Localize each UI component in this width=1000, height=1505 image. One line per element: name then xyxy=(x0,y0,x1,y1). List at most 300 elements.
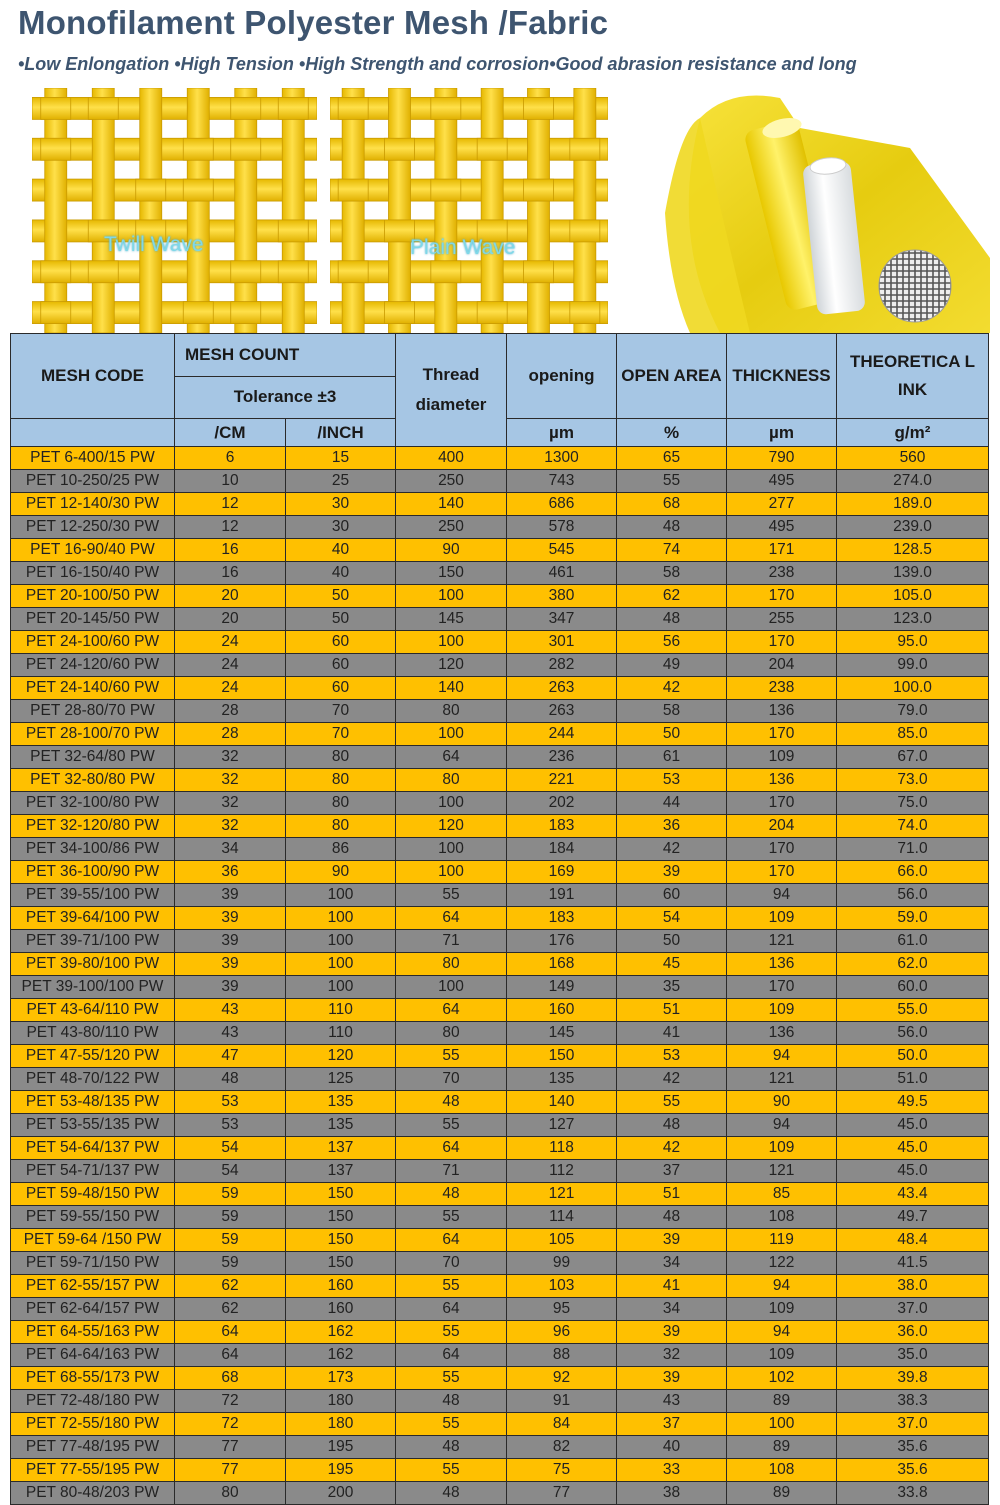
cell-mesh-code: PET 6-400/15 PW xyxy=(11,447,175,470)
cell-thickness: 136 xyxy=(727,953,837,976)
cell-thickness: 170 xyxy=(727,838,837,861)
table-row xyxy=(11,1045,989,1068)
cell-theoretical-ink: 37.0 xyxy=(837,1413,989,1436)
cell-opening: 168 xyxy=(507,953,617,976)
cell-mesh-per-inch: 60 xyxy=(286,677,396,700)
cell-mesh-per-cm: 59 xyxy=(175,1252,286,1275)
plain-weave-label: Plain Wave xyxy=(410,236,516,259)
cell-theoretical-ink: 74.0 xyxy=(837,815,989,838)
cell-open-area: 53 xyxy=(617,769,727,792)
cell-theoretical-ink: 62.0 xyxy=(837,953,989,976)
cell-theoretical-ink: 95.0 xyxy=(837,631,989,654)
cell-mesh-per-cm: 34 xyxy=(175,838,286,861)
cell-opening: 545 xyxy=(507,539,617,562)
header-opening-unit: µm xyxy=(507,419,617,447)
cell-mesh-per-inch: 110 xyxy=(286,1022,396,1045)
table-row xyxy=(11,1229,989,1252)
cell-mesh-per-cm: 53 xyxy=(175,1114,286,1137)
cell-thickness: 121 xyxy=(727,930,837,953)
cell-thread-diameter: 55 xyxy=(396,1321,507,1344)
cell-thickness: 495 xyxy=(727,516,837,539)
cell-opening: 578 xyxy=(507,516,617,539)
cell-mesh-per-cm: 72 xyxy=(175,1390,286,1413)
cell-opening: 221 xyxy=(507,769,617,792)
cell-opening: 135 xyxy=(507,1068,617,1091)
cell-thread-diameter: 48 xyxy=(396,1436,507,1459)
cell-mesh-code: PET 20-100/50 PW xyxy=(11,585,175,608)
cell-mesh-code: PET 39-55/100 PW xyxy=(11,884,175,907)
cell-thickness: 119 xyxy=(727,1229,837,1252)
cell-open-area: 50 xyxy=(617,723,727,746)
cell-open-area: 45 xyxy=(617,953,727,976)
cell-open-area: 65 xyxy=(617,447,727,470)
cell-mesh-code: PET 39-100/100 PW xyxy=(11,976,175,999)
cell-theoretical-ink: 49.5 xyxy=(837,1091,989,1114)
cell-mesh-per-cm: 48 xyxy=(175,1068,286,1091)
cell-opening: 82 xyxy=(507,1436,617,1459)
cell-thickness: 790 xyxy=(727,447,837,470)
table-row xyxy=(11,1459,989,1482)
table-row xyxy=(11,1321,989,1344)
cell-thread-diameter: 55 xyxy=(396,1206,507,1229)
cell-opening: 92 xyxy=(507,1367,617,1390)
cell-thread-diameter: 80 xyxy=(396,1022,507,1045)
header-thread-diameter: Thread diameter xyxy=(396,334,507,447)
cell-thickness: 238 xyxy=(727,677,837,700)
cell-mesh-code: PET 59-48/150 PW xyxy=(11,1183,175,1206)
cell-opening: 301 xyxy=(507,631,617,654)
cell-mesh-per-inch: 125 xyxy=(286,1068,396,1091)
cell-thickness: 94 xyxy=(727,1275,837,1298)
cell-thread-diameter: 71 xyxy=(396,1160,507,1183)
cell-mesh-code: PET 24-100/60 PW xyxy=(11,631,175,654)
cell-open-area: 48 xyxy=(617,1206,727,1229)
cell-mesh-per-cm: 39 xyxy=(175,976,286,999)
cell-mesh-code: PET 39-71/100 PW xyxy=(11,930,175,953)
cell-thread-diameter: 64 xyxy=(396,1344,507,1367)
cell-mesh-code: PET 59-55/150 PW xyxy=(11,1206,175,1229)
table-row xyxy=(11,493,989,516)
cell-thickness: 255 xyxy=(727,608,837,631)
cell-open-area: 41 xyxy=(617,1022,727,1045)
cell-thickness: 277 xyxy=(727,493,837,516)
table-row xyxy=(11,1091,989,1114)
cell-thickness: 121 xyxy=(727,1068,837,1091)
table-row xyxy=(11,447,989,470)
cell-opening: 236 xyxy=(507,746,617,769)
cell-mesh-per-inch: 160 xyxy=(286,1298,396,1321)
cell-thickness: 85 xyxy=(727,1183,837,1206)
cell-open-area: 34 xyxy=(617,1298,727,1321)
cell-thickness: 102 xyxy=(727,1367,837,1390)
cell-theoretical-ink: 56.0 xyxy=(837,1022,989,1045)
cell-mesh-code: PET 72-48/180 PW xyxy=(11,1390,175,1413)
cell-theoretical-ink: 189.0 xyxy=(837,493,989,516)
cell-open-area: 56 xyxy=(617,631,727,654)
cell-theoretical-ink: 100.0 xyxy=(837,677,989,700)
cell-theoretical-ink: 71.0 xyxy=(837,838,989,861)
feature-list: •Low Enlongation •High Tension •High Strength and corrosion•Good abrasion resistance and long xyxy=(18,54,857,74)
plain-weave-image xyxy=(330,88,608,333)
cell-opening: 149 xyxy=(507,976,617,999)
cell-mesh-code: PET 53-48/135 PW xyxy=(11,1091,175,1114)
cell-thread-diameter: 55 xyxy=(396,1413,507,1436)
cell-thread-diameter: 100 xyxy=(396,723,507,746)
cell-open-area: 41 xyxy=(617,1275,727,1298)
cell-theoretical-ink: 61.0 xyxy=(837,930,989,953)
header-per-inch: /INCH xyxy=(286,419,396,447)
table-row xyxy=(11,1160,989,1183)
cell-open-area: 40 xyxy=(617,1436,727,1459)
cell-mesh-code: PET 32-120/80 PW xyxy=(11,815,175,838)
cell-thickness: 89 xyxy=(727,1436,837,1459)
cell-mesh-code: PET 53-55/135 PW xyxy=(11,1114,175,1137)
cell-theoretical-ink: 43.4 xyxy=(837,1183,989,1206)
table-row xyxy=(11,1298,989,1321)
cell-mesh-per-inch: 50 xyxy=(286,608,396,631)
cell-mesh-per-inch: 100 xyxy=(286,976,396,999)
cell-mesh-code: PET 28-80/70 PW xyxy=(11,700,175,723)
cell-open-area: 61 xyxy=(617,746,727,769)
table-row xyxy=(11,1275,989,1298)
table-row xyxy=(11,1137,989,1160)
cell-thickness: 170 xyxy=(727,585,837,608)
cell-thread-diameter: 48 xyxy=(396,1482,507,1505)
cell-opening: 244 xyxy=(507,723,617,746)
table-row xyxy=(11,562,989,585)
cell-open-area: 58 xyxy=(617,700,727,723)
cell-thickness: 238 xyxy=(727,562,837,585)
cell-mesh-code: PET 20-145/50 PW xyxy=(11,608,175,631)
header-open-area-unit: % xyxy=(617,419,727,447)
table-row xyxy=(11,723,989,746)
cell-thread-diameter: 48 xyxy=(396,1091,507,1114)
cell-thickness: 170 xyxy=(727,723,837,746)
cell-mesh-per-inch: 86 xyxy=(286,838,396,861)
cell-mesh-per-inch: 180 xyxy=(286,1390,396,1413)
cell-mesh-code: PET 54-64/137 PW xyxy=(11,1137,175,1160)
cell-mesh-per-cm: 39 xyxy=(175,907,286,930)
cell-open-area: 32 xyxy=(617,1344,727,1367)
cell-theoretical-ink: 105.0 xyxy=(837,585,989,608)
cell-open-area: 35 xyxy=(617,976,727,999)
table-row xyxy=(11,585,989,608)
table-row xyxy=(11,1183,989,1206)
cell-mesh-per-inch: 60 xyxy=(286,631,396,654)
cell-thread-diameter: 70 xyxy=(396,1252,507,1275)
cell-thread-diameter: 100 xyxy=(396,976,507,999)
cell-thickness: 109 xyxy=(727,1137,837,1160)
cell-thread-diameter: 100 xyxy=(396,838,507,861)
cell-thread-diameter: 80 xyxy=(396,769,507,792)
cell-mesh-per-cm: 77 xyxy=(175,1436,286,1459)
cell-mesh-per-cm: 59 xyxy=(175,1229,286,1252)
cell-open-area: 42 xyxy=(617,677,727,700)
cell-opening: 103 xyxy=(507,1275,617,1298)
cell-mesh-per-cm: 64 xyxy=(175,1321,286,1344)
cell-mesh-per-inch: 80 xyxy=(286,792,396,815)
cell-mesh-per-cm: 47 xyxy=(175,1045,286,1068)
cell-mesh-code: PET 16-150/40 PW xyxy=(11,562,175,585)
cell-thread-diameter: 55 xyxy=(396,1275,507,1298)
cell-mesh-per-cm: 32 xyxy=(175,769,286,792)
cell-theoretical-ink: 560 xyxy=(837,447,989,470)
cell-opening: 191 xyxy=(507,884,617,907)
cell-mesh-code: PET 47-55/120 PW xyxy=(11,1045,175,1068)
cell-open-area: 48 xyxy=(617,516,727,539)
cell-opening: 1300 xyxy=(507,447,617,470)
cell-open-area: 36 xyxy=(617,815,727,838)
cell-thickness: 495 xyxy=(727,470,837,493)
cell-thread-diameter: 64 xyxy=(396,1298,507,1321)
cell-opening: 263 xyxy=(507,700,617,723)
cell-theoretical-ink: 36.0 xyxy=(837,1321,989,1344)
table-row xyxy=(11,1022,989,1045)
cell-mesh-per-cm: 12 xyxy=(175,516,286,539)
cell-thread-diameter: 120 xyxy=(396,815,507,838)
cell-opening: 176 xyxy=(507,930,617,953)
cell-mesh-per-cm: 32 xyxy=(175,746,286,769)
cell-theoretical-ink: 139.0 xyxy=(837,562,989,585)
cell-open-area: 68 xyxy=(617,493,727,516)
cell-mesh-code: PET 16-90/40 PW xyxy=(11,539,175,562)
cell-theoretical-ink: 75.0 xyxy=(837,792,989,815)
cell-mesh-per-cm: 59 xyxy=(175,1206,286,1229)
cell-mesh-code: PET 24-120/60 PW xyxy=(11,654,175,677)
cell-opening: 95 xyxy=(507,1298,617,1321)
cell-opening: 202 xyxy=(507,792,617,815)
cell-thread-diameter: 64 xyxy=(396,746,507,769)
cell-open-area: 43 xyxy=(617,1390,727,1413)
header-empty xyxy=(11,419,175,447)
cell-thread-diameter: 64 xyxy=(396,1229,507,1252)
cell-thickness: 170 xyxy=(727,631,837,654)
cell-mesh-per-inch: 150 xyxy=(286,1183,396,1206)
cell-thickness: 94 xyxy=(727,1321,837,1344)
cell-open-area: 38 xyxy=(617,1482,727,1505)
cell-thickness: 136 xyxy=(727,700,837,723)
cell-mesh-code: PET 39-80/100 PW xyxy=(11,953,175,976)
cell-opening: 140 xyxy=(507,1091,617,1114)
mesh-spec-table xyxy=(10,333,989,1505)
cell-mesh-per-inch: 100 xyxy=(286,907,396,930)
cell-open-area: 49 xyxy=(617,654,727,677)
cell-mesh-per-inch: 100 xyxy=(286,930,396,953)
cell-mesh-per-inch: 25 xyxy=(286,470,396,493)
cell-mesh-per-inch: 30 xyxy=(286,493,396,516)
cell-mesh-code: PET 48-70/122 PW xyxy=(11,1068,175,1091)
header-per-cm: /CM xyxy=(175,419,286,447)
cell-open-area: 39 xyxy=(617,1367,727,1390)
cell-mesh-per-inch: 70 xyxy=(286,723,396,746)
cell-theoretical-ink: 50.0 xyxy=(837,1045,989,1068)
cell-open-area: 39 xyxy=(617,1321,727,1344)
cell-mesh-code: PET 36-100/90 PW xyxy=(11,861,175,884)
cell-mesh-per-cm: 68 xyxy=(175,1367,286,1390)
cell-opening: 88 xyxy=(507,1344,617,1367)
cell-mesh-code: PET 10-250/25 PW xyxy=(11,470,175,493)
cell-thread-diameter: 250 xyxy=(396,516,507,539)
cell-opening: 77 xyxy=(507,1482,617,1505)
cell-thickness: 136 xyxy=(727,769,837,792)
cell-thread-diameter: 140 xyxy=(396,493,507,516)
cell-opening: 127 xyxy=(507,1114,617,1137)
cell-mesh-code: PET 43-80/110 PW xyxy=(11,1022,175,1045)
cell-thread-diameter: 64 xyxy=(396,907,507,930)
table-row xyxy=(11,1252,989,1275)
cell-thickness: 170 xyxy=(727,976,837,999)
cell-open-area: 50 xyxy=(617,930,727,953)
cell-thread-diameter: 100 xyxy=(396,861,507,884)
cell-mesh-code: PET 39-64/100 PW xyxy=(11,907,175,930)
table-row xyxy=(11,999,989,1022)
cell-opening: 743 xyxy=(507,470,617,493)
cell-mesh-code: PET 32-100/80 PW xyxy=(11,792,175,815)
header-mesh-code: MESH CODE xyxy=(11,334,175,419)
cell-mesh-code: PET 68-55/173 PW xyxy=(11,1367,175,1390)
cell-open-area: 42 xyxy=(617,838,727,861)
cell-mesh-per-inch: 15 xyxy=(286,447,396,470)
mesh-roll-photo xyxy=(660,88,990,333)
cell-opening: 84 xyxy=(507,1413,617,1436)
cell-theoretical-ink: 38.3 xyxy=(837,1390,989,1413)
cell-theoretical-ink: 56.0 xyxy=(837,884,989,907)
cell-open-area: 34 xyxy=(617,1252,727,1275)
cell-theoretical-ink: 45.0 xyxy=(837,1114,989,1137)
cell-theoretical-ink: 85.0 xyxy=(837,723,989,746)
cell-thickness: 108 xyxy=(727,1459,837,1482)
cell-mesh-per-inch: 70 xyxy=(286,700,396,723)
table-row xyxy=(11,1367,989,1390)
cell-opening: 150 xyxy=(507,1045,617,1068)
page-title: Monofilament Polyester Mesh /Fabric xyxy=(18,4,609,41)
cell-thickness: 136 xyxy=(727,1022,837,1045)
cell-thread-diameter: 64 xyxy=(396,999,507,1022)
cell-mesh-per-cm: 20 xyxy=(175,608,286,631)
cell-mesh-per-cm: 53 xyxy=(175,1091,286,1114)
table-row xyxy=(11,976,989,999)
cell-thickness: 100 xyxy=(727,1413,837,1436)
cell-open-area: 51 xyxy=(617,1183,727,1206)
cell-theoretical-ink: 67.0 xyxy=(837,746,989,769)
cell-mesh-per-inch: 80 xyxy=(286,746,396,769)
cell-mesh-per-inch: 150 xyxy=(286,1206,396,1229)
cell-mesh-code: PET 62-64/157 PW xyxy=(11,1298,175,1321)
table-row xyxy=(11,654,989,677)
cell-mesh-code: PET 12-250/30 PW xyxy=(11,516,175,539)
cell-thickness: 171 xyxy=(727,539,837,562)
cell-mesh-code: PET 24-140/60 PW xyxy=(11,677,175,700)
cell-mesh-per-inch: 80 xyxy=(286,769,396,792)
cell-thread-diameter: 55 xyxy=(396,884,507,907)
table-row xyxy=(11,838,989,861)
cell-mesh-per-cm: 77 xyxy=(175,1459,286,1482)
cell-theoretical-ink: 79.0 xyxy=(837,700,989,723)
cell-mesh-per-inch: 60 xyxy=(286,654,396,677)
cell-theoretical-ink: 33.8 xyxy=(837,1482,989,1505)
cell-mesh-per-cm: 64 xyxy=(175,1344,286,1367)
table-row xyxy=(11,953,989,976)
cell-theoretical-ink: 41.5 xyxy=(837,1252,989,1275)
cell-open-area: 60 xyxy=(617,884,727,907)
cell-thread-diameter: 48 xyxy=(396,1183,507,1206)
cell-thickness: 170 xyxy=(727,792,837,815)
table-row xyxy=(11,677,989,700)
cell-mesh-per-inch: 135 xyxy=(286,1091,396,1114)
cell-open-area: 48 xyxy=(617,608,727,631)
table-row xyxy=(11,1114,989,1137)
cell-mesh-code: PET 32-64/80 PW xyxy=(11,746,175,769)
cell-mesh-code: PET 54-71/137 PW xyxy=(11,1160,175,1183)
cell-thread-diameter: 80 xyxy=(396,700,507,723)
cell-mesh-code: PET 43-64/110 PW xyxy=(11,999,175,1022)
cell-opening: 183 xyxy=(507,907,617,930)
cell-mesh-per-inch: 180 xyxy=(286,1413,396,1436)
cell-mesh-per-cm: 12 xyxy=(175,493,286,516)
cell-open-area: 42 xyxy=(617,1068,727,1091)
cell-mesh-per-inch: 100 xyxy=(286,953,396,976)
cell-mesh-per-cm: 62 xyxy=(175,1275,286,1298)
cell-theoretical-ink: 35.0 xyxy=(837,1344,989,1367)
cell-mesh-per-cm: 62 xyxy=(175,1298,286,1321)
table-row xyxy=(11,1482,989,1505)
header-tolerance: Tolerance ±3 xyxy=(175,376,396,419)
table-row xyxy=(11,1436,989,1459)
cell-thickness: 90 xyxy=(727,1091,837,1114)
cell-open-area: 33 xyxy=(617,1459,727,1482)
cell-thickness: 108 xyxy=(727,1206,837,1229)
cell-thickness: 89 xyxy=(727,1390,837,1413)
table-row xyxy=(11,815,989,838)
cell-thread-diameter: 140 xyxy=(396,677,507,700)
cell-theoretical-ink: 51.0 xyxy=(837,1068,989,1091)
cell-theoretical-ink: 59.0 xyxy=(837,907,989,930)
cell-opening: 145 xyxy=(507,1022,617,1045)
cell-mesh-per-cm: 16 xyxy=(175,539,286,562)
cell-mesh-per-cm: 20 xyxy=(175,585,286,608)
cell-open-area: 37 xyxy=(617,1160,727,1183)
cell-mesh-per-inch: 137 xyxy=(286,1137,396,1160)
cell-mesh-per-cm: 43 xyxy=(175,999,286,1022)
cell-mesh-per-inch: 90 xyxy=(286,861,396,884)
cell-mesh-per-cm: 28 xyxy=(175,723,286,746)
cell-theoretical-ink: 239.0 xyxy=(837,516,989,539)
cell-theoretical-ink: 99.0 xyxy=(837,654,989,677)
cell-mesh-code: PET 77-48/195 PW xyxy=(11,1436,175,1459)
cell-thread-diameter: 90 xyxy=(396,539,507,562)
table-row xyxy=(11,861,989,884)
cell-thickness: 121 xyxy=(727,1160,837,1183)
cell-open-area: 37 xyxy=(617,1413,727,1436)
cell-mesh-code: PET 77-55/195 PW xyxy=(11,1459,175,1482)
header-mesh-count: MESH COUNT xyxy=(175,334,396,377)
cell-opening: 99 xyxy=(507,1252,617,1275)
cell-theoretical-ink: 128.5 xyxy=(837,539,989,562)
cell-mesh-per-inch: 162 xyxy=(286,1344,396,1367)
cell-opening: 263 xyxy=(507,677,617,700)
twill-weave-label: Twill Wave xyxy=(104,233,204,256)
cell-theoretical-ink: 73.0 xyxy=(837,769,989,792)
cell-open-area: 62 xyxy=(617,585,727,608)
cell-mesh-per-cm: 39 xyxy=(175,930,286,953)
header-thickness-unit: µm xyxy=(727,419,837,447)
cell-mesh-per-inch: 200 xyxy=(286,1482,396,1505)
cell-mesh-per-inch: 135 xyxy=(286,1114,396,1137)
cell-mesh-per-cm: 54 xyxy=(175,1137,286,1160)
cell-thread-diameter: 250 xyxy=(396,470,507,493)
cell-thread-diameter: 80 xyxy=(396,953,507,976)
cell-mesh-per-cm: 59 xyxy=(175,1183,286,1206)
